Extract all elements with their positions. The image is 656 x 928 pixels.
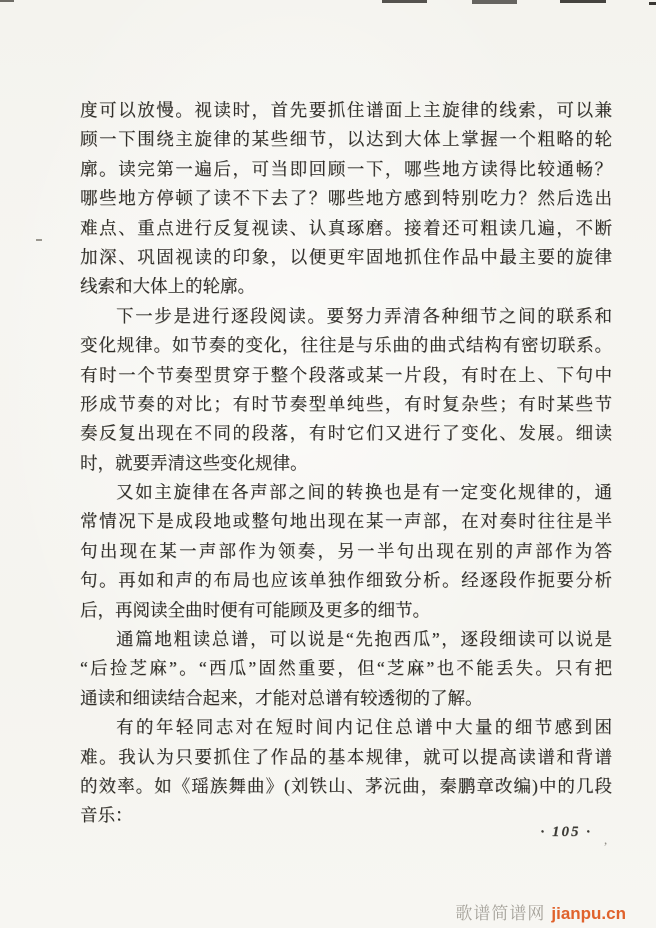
- text-line: 音乐：: [80, 805, 133, 826]
- text-line: 有时一个节奏型贯穿于整个段落或某一片段，有时在上、下句中: [80, 364, 612, 385]
- text-line: 时，就要弄清这些变化规律。: [80, 452, 308, 473]
- watermark-site-name: 歌谱简谱网: [455, 904, 546, 923]
- text-line: 通篇地粗读总谱，可以说是“先抱西瓜”，逐段细读可以说是: [116, 629, 612, 650]
- text-line: 形成节奏的对比；有时节奏型单纯些，有时复杂些；有时某些节: [80, 393, 612, 414]
- watermark-site-url: jianpu.cn: [551, 904, 626, 923]
- text-block: [80, 96, 612, 831]
- text-line: 廓。读完第一遍后，可当即回顾一下，哪些地方读得比较通畅？: [80, 158, 612, 179]
- paragraph: [80, 625, 612, 713]
- text-line: 顾一下围绕主旋律的某些细节，以达到大体上掌握一个粗略的轮: [80, 129, 612, 150]
- scan-artifact-dash: [382, 0, 427, 3]
- scan-artifact-dash: [649, 2, 656, 5]
- paragraph: [80, 713, 612, 831]
- watermark: [455, 899, 626, 924]
- text-line: 哪些地方停顿了读不下去了？哪些地方感到特别吃力？然后选出: [80, 188, 612, 209]
- scan-artifact-speck: [36, 239, 42, 241]
- text-line: 度可以放慢。视读时，首先要抓住谱面上主旋律的线索，可以兼: [80, 100, 612, 120]
- scan-artifact-dash: [0, 0, 14, 2]
- paragraph: [80, 302, 612, 478]
- text-line: 线索和大体上的轮廓。: [80, 276, 255, 297]
- text-line: 难点、重点进行反复视读、认真琢磨。接着还可粗读几遍，不断: [80, 217, 612, 238]
- text-line: 奏反复出现在不同的段落，有时它们又进行了变化、发展。细读: [80, 423, 612, 444]
- text-line: 加深、巩固视读的印象，以便更牢固地抓住作品中最主要的旋律: [80, 246, 612, 267]
- paragraph: [80, 96, 612, 302]
- scan-artifact-speck: ,: [604, 832, 608, 847]
- text-line: 有的年轻同志对在短时间内记住总谱中大量的细节感到困: [116, 717, 612, 738]
- text-line: 通读和细读结合起来，才能对总谱有较透彻的了解。: [80, 687, 483, 708]
- text-line: 变化规律。如节奏的变化，往往是与乐曲的曲式结构有密切联系。: [80, 335, 612, 356]
- text-line: 难。我认为只要抓住了作品的基本规律，就可以提高读谱和背谱: [80, 746, 612, 767]
- text-line: “后捡芝麻”。“西瓜”固然重要，但“芝麻”也不能丢失。只有把: [80, 658, 612, 679]
- text-line: 句出现在某一声部作为领奏，另一半句出现在别的声部作为答: [80, 540, 612, 561]
- page-number: · 105 ·: [540, 824, 592, 840]
- text-line: 后，再阅读全曲时便有可能顾及更多的细节。: [80, 599, 430, 620]
- text-line: 又如主旋律在各声部之间的转换也是有一定变化规律的，通: [116, 482, 612, 503]
- paragraph: [80, 478, 612, 625]
- text-line: 下一步是进行逐段阅读。要努力弄清各种细节之间的联系和: [116, 305, 612, 326]
- text-line: 句。再如和声的布局也应该单独作细致分析。经逐段作扼要分析: [80, 570, 612, 591]
- text-line: 常情况下是成段地或整句地出现在某一声部，在对奏时往往是半: [80, 511, 612, 532]
- scan-artifact-dash: [560, 0, 606, 3]
- text-line: 的效率。如《瑶族舞曲》(刘铁山、茅沅曲，秦鹏章改编)中的几段: [80, 775, 612, 796]
- scan-artifact-dash: [472, 0, 517, 4]
